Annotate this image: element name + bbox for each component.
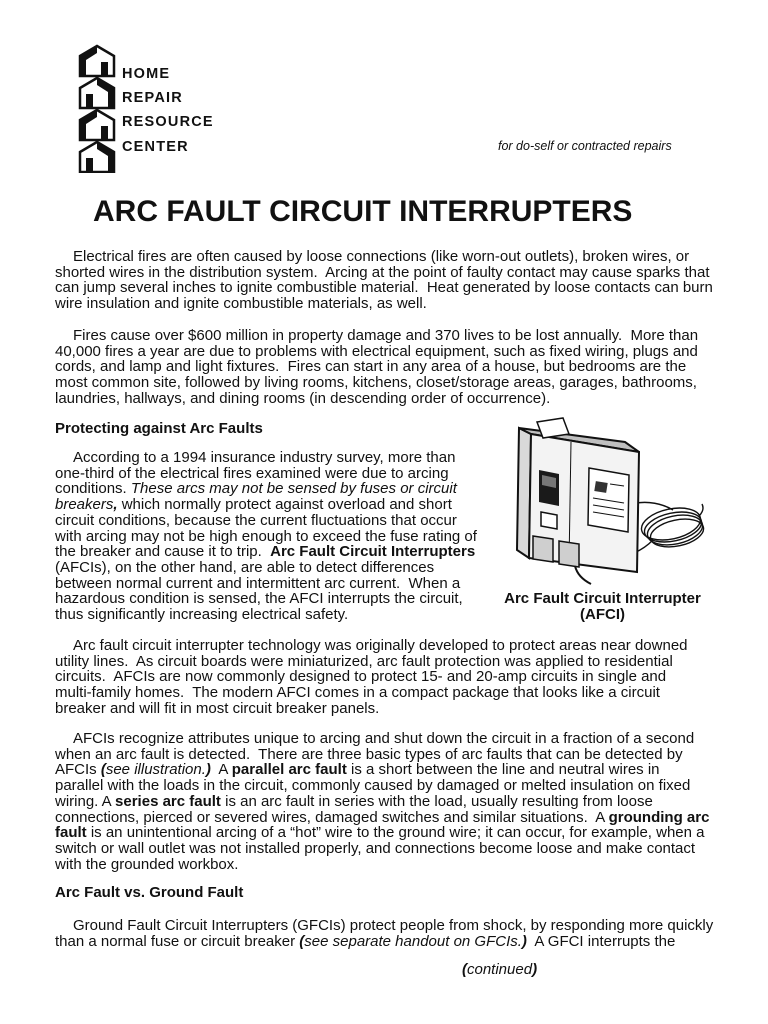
text-run: circuits. AFCIs are now commonly designed to protect 15- and 20-amp circuits in single and: [55, 668, 667, 686]
paragraph-arc-fault-types: [55, 731, 709, 872]
text-run: (AFCIs), on the other hand, are able to detect differences: [55, 558, 435, 576]
italic-text: see separate handout on GFCIs.: [304, 932, 522, 950]
text-run: can jump several inches to ignite combustible material. Heat generated by loose contacts can burn: [55, 279, 713, 297]
italic-text: continued: [467, 961, 533, 978]
breaker-body-icon: [517, 418, 639, 584]
bold-italic-text: (: [299, 932, 305, 950]
text-line: [55, 513, 477, 529]
coiled-wire-icon: [631, 502, 705, 554]
bold-italic-text: ): [205, 761, 211, 779]
italic-text: breakers: [55, 496, 114, 514]
text-run: breaker and will fit in most circuit breaker panels.: [55, 699, 380, 717]
text-run: connections, pierced or severed wires, damaged switches and similar situations. A: [55, 808, 609, 826]
text-line: [55, 762, 709, 778]
text-line: [55, 576, 477, 592]
text-run: Ground Fault Circuit Interrupters (GFCIs) protect people from shock, by responding more quickly: [73, 917, 714, 934]
text-run: with arcing may not be high enough to exceed the fuse rating of: [55, 527, 477, 545]
bold-text: fault: [55, 824, 87, 842]
text-line: [55, 497, 477, 513]
text-line: [55, 481, 477, 497]
paragraph-afci-history: [55, 638, 688, 717]
text-run: Arc fault circuit interrupter technology was originally developed to protect areas near downed: [73, 637, 688, 654]
text-line: [55, 296, 713, 312]
afci-breaker-illustration: [513, 412, 705, 588]
caption-line: Arc Fault Circuit Interrupter: [504, 590, 701, 607]
text-line: [55, 857, 709, 873]
text-run: the breaker and cause it to trip.: [55, 543, 271, 561]
text-run: According to a 1994 insurance industry survey, more than: [73, 449, 456, 466]
bold-italic-text: ,: [113, 496, 118, 514]
text-run: than a normal fuse or circuit breaker: [55, 932, 300, 950]
text-run: is an arc fault in series with the load, usually resulting from loose: [220, 792, 653, 810]
text-run: Fires cause over $600 million in property damage and 370 lives to be lost annually. More than: [73, 327, 699, 344]
bold-italic-text: (: [462, 961, 467, 978]
text-line: [55, 701, 688, 717]
bold-text: series arc fault: [115, 792, 221, 810]
paragraph-protecting: [55, 450, 477, 623]
text-line: [55, 778, 709, 794]
text-run: which normally protect against overload and short: [117, 496, 452, 514]
bold-text: parallel arc fault: [231, 761, 347, 779]
text-run: with the grounded workbox.: [55, 855, 239, 873]
text-run: is a short between the line and neutral wires in: [346, 761, 660, 779]
text-run: utility lines. As circuit boards were miniaturized, arc fault protection was applied to residential: [55, 652, 673, 670]
text-line: [55, 607, 477, 623]
bold-italic-text: ): [521, 932, 527, 950]
text-run: when an arc fault is detected. There are three basic types of arc faults that can be detected by: [55, 745, 683, 763]
logo-house-icon: [80, 142, 114, 172]
bold-italic-text: ): [532, 961, 538, 978]
logo-text-home: HOME: [122, 66, 171, 82]
text-run: one-third of the electrical fires examined were due to arcing: [55, 464, 449, 482]
text-line: [55, 249, 713, 265]
text-line: [55, 529, 477, 545]
italic-text: These arcs may not be sensed by fuses or circuit: [130, 480, 457, 498]
logo-house-icon: [80, 78, 114, 108]
bold-text: Arc Fault Circuit Interrupters: [270, 543, 476, 561]
text-line: [55, 359, 698, 375]
text-line: [55, 810, 709, 826]
caption-line: (AFCI): [580, 605, 625, 623]
text-line: [55, 280, 713, 296]
text-line: [55, 685, 688, 701]
logo-house-icon: [80, 110, 114, 140]
text-run: 40,000 fires a year are due to problems with electrical equipment, such as fixed wiring, plugs and: [55, 342, 698, 360]
continued-note: [462, 962, 537, 978]
text-line: [55, 731, 709, 747]
text-line: [55, 560, 477, 576]
text-line: [55, 544, 477, 560]
italic-text: see illustration.: [105, 761, 206, 779]
text-line: [55, 344, 698, 360]
text-run: A: [210, 761, 232, 779]
text-line: [462, 962, 537, 978]
text-run: cords, and lamp and light fixtures. Fires can start in any area of a house, but bedrooms are the: [55, 358, 687, 376]
text-line: [55, 794, 709, 810]
text-run: wire insulation and ignite combustible materials, as well.: [55, 295, 427, 313]
text-line: [55, 654, 688, 670]
text-run: A GFCI interrupts the: [526, 932, 676, 950]
text-run: is an unintentional arcing of a “hot” wire to the ground wire; it can occur, for example, when a: [86, 824, 705, 842]
text-run: thus significantly increasing electrical safety.: [55, 606, 349, 624]
tagline: for do-self or contracted repairs: [498, 139, 672, 153]
text-run: switch or wall outlet was not installed properly, and connections become loose and make contact: [55, 839, 696, 857]
text-run: multi-family homes. The modern AFCI comes in a compact package that looks like a circuit: [55, 684, 660, 702]
text-line: [55, 918, 713, 934]
text-line: [55, 825, 709, 841]
figure-caption: [500, 591, 705, 622]
house-stack-logo-icon: [77, 43, 117, 173]
logo-text-resource: RESOURCE: [122, 114, 214, 130]
page-title: ARC FAULT CIRCUIT INTERRUPTERS: [93, 195, 633, 228]
text-line: [55, 450, 477, 466]
logo-text-repair: REPAIR: [122, 90, 183, 106]
text-run: parallel with the loads in the circuit, commonly caused by damaged or melted insulation on fixed: [55, 777, 691, 795]
text-line: [55, 841, 709, 857]
text-line: [55, 934, 713, 950]
text-run: laundries, hallways, and dining rooms (in descending order of occurrence).: [55, 389, 551, 407]
paragraph-fire-statistics: [55, 328, 698, 407]
logo-text-center: CENTER: [122, 139, 189, 155]
bold-text: grounding arc: [608, 808, 710, 826]
text-line: [55, 391, 698, 407]
text-line: [55, 375, 698, 391]
text-line: [55, 591, 477, 607]
text-run: most common site, followed by living rooms, kitchens, closet/storage areas, garages, bathrooms,: [55, 374, 697, 392]
text-run: conditions.: [55, 480, 131, 498]
text-line: [55, 466, 477, 482]
bold-italic-text: (: [100, 761, 106, 779]
text-run: shorted wires in the distribution system. Arcing at the point of faulty contact may cause sparks that: [55, 263, 710, 281]
text-run: AFCIs recognize attributes unique to arcing and shut down the circuit in a fraction of a second: [73, 730, 695, 747]
text-run: circuit conditions, because the current fluctuations that occur: [55, 511, 457, 529]
paragraph-electrical-fires: [55, 249, 713, 312]
text-run: between normal current and intermittent arc current. When a: [55, 574, 461, 592]
text-line: [55, 265, 713, 281]
text-line: [55, 638, 688, 654]
text-run: hazardous condition is sensed, the AFCI interrupts the circuit,: [55, 590, 463, 608]
text-line: [55, 747, 709, 763]
paragraph-gfci: [55, 918, 713, 949]
section-heading-vs-ground-fault: Arc Fault vs. Ground Fault: [55, 884, 244, 901]
text-line: [55, 669, 688, 685]
text-run: wiring. A: [55, 792, 116, 810]
text-line: [55, 328, 698, 344]
text-run: Electrical fires are often caused by loose connections (like worn-out outlets), broken wires, or: [73, 248, 690, 265]
text-run: AFCIs: [55, 761, 101, 779]
section-heading-protecting: Protecting against Arc Faults: [55, 420, 263, 437]
logo-house-icon: [80, 46, 114, 76]
